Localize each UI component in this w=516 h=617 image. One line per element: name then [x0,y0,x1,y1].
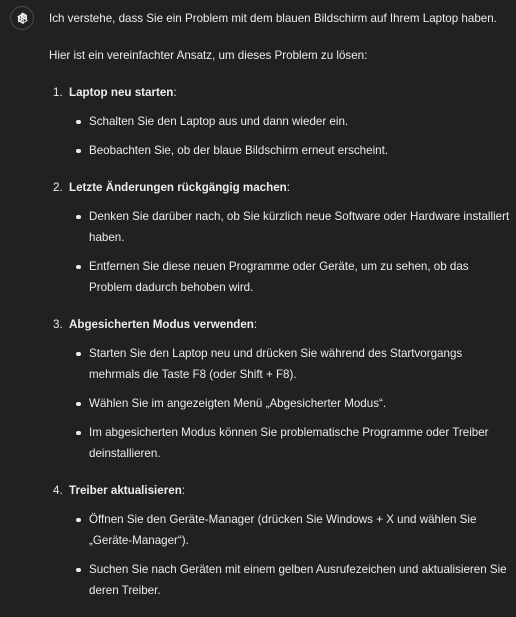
step-title-colon: : [173,86,177,99]
step-heading [49,480,514,501]
list-item-text: Denken Sie darüber nach, ob Sie kürzlich neue Software oder Hardware installiert haben. [89,210,510,244]
step-number: 2. [53,181,63,194]
intro-text: Ich verstehe, dass Sie ein Problem mit dem blauen Bildschirm auf Ihrem Laptop haben. [49,12,497,25]
step-title-colon: : [253,318,258,331]
step-number: 4. [53,484,63,497]
step-number: 3. [53,318,63,331]
step-title: Abgesicherten Modus verwenden [69,318,254,331]
list-item [49,111,514,132]
bullet-list [49,206,514,298]
step-heading [49,82,514,103]
step-title-colon: : [286,181,290,194]
step-item [49,314,514,464]
step-title: Treiber aktualisieren [69,484,182,497]
list-item [49,206,514,248]
list-item-text: Schalten Sie den Laptop aus und dann wieder ein. [89,115,349,128]
list-item [49,343,514,385]
bullet-list [49,509,514,601]
list-item [49,559,514,601]
assistant-avatar [10,6,34,30]
step-title-colon: : [181,484,186,497]
list-item-text: Suchen Sie nach Geräten mit einem gelben Ausrufezeichen und aktualisieren Sie deren Treiber. [89,563,507,597]
step-item [49,480,514,601]
list-item [49,422,514,464]
bullet-list [49,343,514,464]
step-item [49,177,514,298]
list-item-text: Beobachten Sie, ob der blaue Bildschirm erneut erscheint. [89,144,389,157]
steps-list [49,82,514,601]
list-item-text: Entfernen Sie diese neuen Programme oder Geräte, um zu sehen, ob das Problem dadurch behoben wird. [89,260,469,294]
bullet-list [49,111,514,161]
list-item [49,140,514,161]
step-item [49,82,514,161]
list-item-text: Im abgesicherten Modus können Sie problematische Programme oder Treiber deinstallieren. [89,426,489,460]
step-title: Letzte Änderungen rückgängig machen [69,181,287,194]
list-item [49,256,514,298]
list-item-text: Öffnen Sie den Geräte-Manager (drücken Sie Windows + X und wählen Sie „Geräte-Manager“). [89,513,477,547]
list-item-text: Starten Sie den Laptop neu und drücken Sie während des Startvorgangs mehrmals die Taste F8 (oder Shift + F8). [89,347,463,381]
list-item-text: Wählen Sie im angezeigten Menü „Abgesicherter Modus“. [89,397,387,410]
step-title: Laptop neu starten [69,86,174,99]
list-item [49,393,514,414]
step-heading [49,177,514,198]
list-item [49,509,514,551]
step-heading [49,314,514,335]
assistant-message [49,8,514,617]
lead-text: Hier ist ein vereinfachter Ansatz, um dieses Problem zu lösen: [49,49,368,62]
openai-logo-icon [15,11,30,26]
step-number: 1. [53,86,63,99]
